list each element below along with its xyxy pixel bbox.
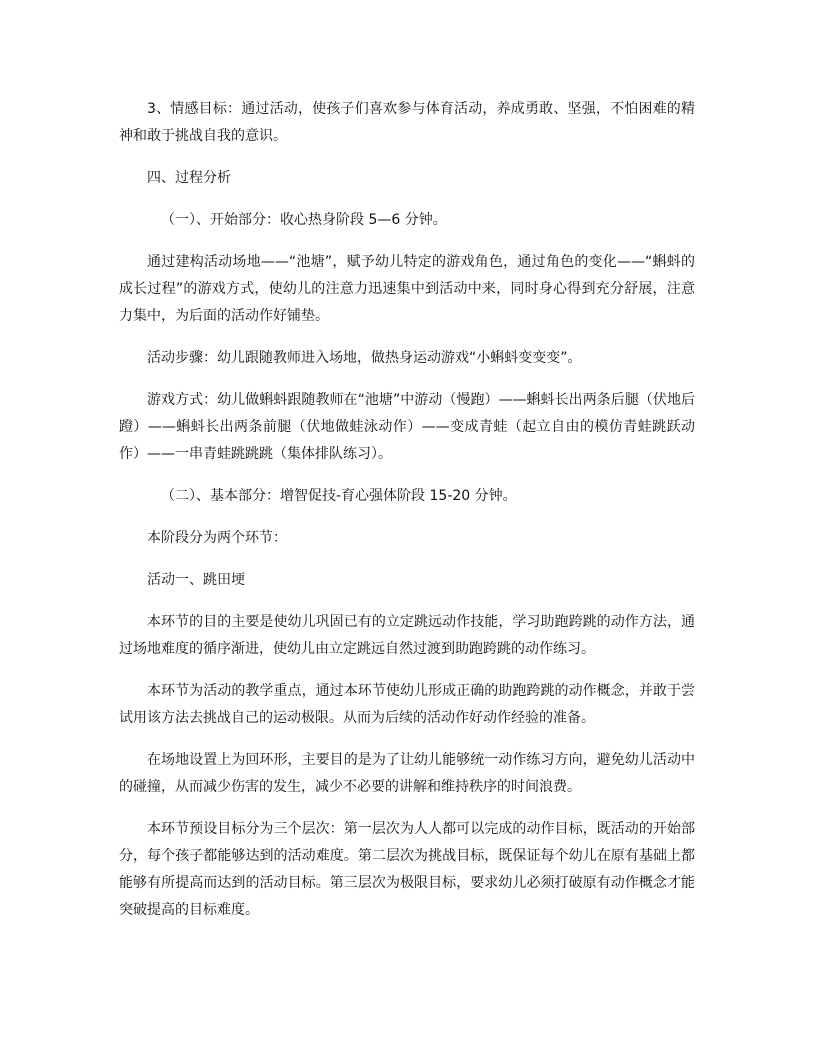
paragraph-goal-levels: 本环节预设目标分为三个层次：第一层次为人人都可以完成的动作目标，既活动的开始部分，每个孩子都能够达到的活动难度。第二层次为挑战目标，既保证每个幼儿在原有基础上都能够有所提高而达到的活动目标。第三层次为极限目标，要求幼儿必须打破原有动作概念才能突破提高的目标难度。 — [119, 821, 695, 918]
paragraph-two-sections: 本阶段分为两个环节： — [147, 530, 287, 546]
heading-activity-one: 活动一、跳田埂 — [147, 572, 245, 588]
paragraph-section-purpose: 本环节的目的主要是使幼儿巩固已有的立定跳远动作技能，学习助跑跨跳的动作方法，通过场地难度的循序渐进，使幼儿由立定跳远自然过渡到助跑跨跳的动作练习。 — [119, 614, 695, 657]
heading-basic-part: （二）、基本部分：增智促技-育心强体阶段 15-20 分钟。 — [161, 488, 517, 504]
paragraph-pond-setup: 通过建构活动场地——“池塘”，赋予幼儿特定的游戏角色，通过角色的变化——“蝌蚪的成长过程”的游戏方式，使幼儿的注意力迅速集中到活动中来，同时身心得到充分舒展，注意力集中，为后面的活动作好铺垫。 — [119, 254, 695, 324]
paragraph-emotional-goal: 3、情感目标：通过活动，使孩子们喜欢参与体育活动，养成勇敢、坚强，不怕困难的精神和敢于挑战自我的意识。 — [119, 101, 695, 144]
paragraph-venue-layout: 在场地设置上为回环形，主要目的是为了让幼儿能够统一动作练习方向，避免幼儿活动中的碰撞，从而减少伤害的发生，减少不必要的讲解和维持秩序的时间浪费。 — [119, 752, 695, 795]
document-body — [119, 96, 695, 939]
heading-process-analysis: 四、过程分析 — [147, 170, 231, 186]
heading-opening-part: （一）、开始部分：收心热身阶段 5—6 分钟。 — [161, 212, 447, 228]
paragraph-teaching-focus: 本环节为活动的教学重点，通过本环节使幼儿形成正确的助跑跨跳的动作概念，并敢于尝试用该方法去挑战自己的运动极限。从而为后续的活动作好动作经验的准备。 — [119, 683, 695, 726]
paragraph-activity-steps: 活动步骤：幼儿跟随教师进入场地，做热身运动游戏“小蝌蚪变变变”。 — [147, 350, 582, 366]
paragraph-game-method: 游戏方式：幼儿做蝌蚪跟随教师在“池塘”中游动（慢跑）——蝌蚪长出两条后腿（伏地后蹬）——蝌蚪长出两条前腿（伏地做蛙泳动作）——变成青蛙（起立自由的模仿青蛙跳跃动作）——一串青蛙跳跳跳（集体排队练习）。 — [119, 392, 695, 462]
